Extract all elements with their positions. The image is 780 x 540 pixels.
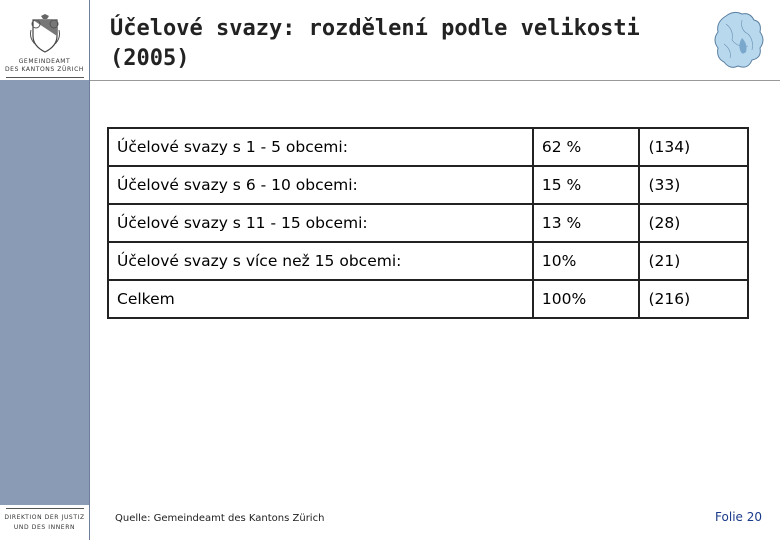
- table-row: [108, 166, 748, 204]
- row-count: (28): [639, 204, 748, 242]
- directorate-line-1: DIREKTION DER JUSTIZ: [4, 514, 85, 521]
- row-percent: 10%: [533, 242, 640, 280]
- sidebar-footer: [0, 505, 89, 540]
- data-table: [107, 127, 749, 319]
- row-percent: 15 %: [533, 166, 640, 204]
- directorate-line-2: UND DES INNERN: [13, 524, 76, 531]
- slide-title-line-1: Účelové svazy: rozdělení podle velikosti: [110, 16, 640, 41]
- sidebar-footer-rule: [6, 508, 84, 509]
- slide-title: [110, 14, 670, 74]
- row-percent: 13 %: [533, 204, 640, 242]
- row-count: (33): [639, 166, 748, 204]
- row-count: (134): [639, 128, 748, 166]
- sidebar: [0, 0, 90, 540]
- table-row: [108, 204, 748, 242]
- table-row: [108, 128, 748, 166]
- sidebar-header: [0, 0, 89, 80]
- title-rule: [90, 80, 780, 81]
- table-row: [108, 280, 748, 318]
- row-percent: 62 %: [533, 128, 640, 166]
- canton-map-icon: [712, 10, 768, 72]
- table-row: [108, 242, 748, 280]
- slide-title-line-2: (2005): [110, 46, 190, 71]
- org-name-line-2: DES KANTONS ZÜRICH: [4, 66, 85, 73]
- row-label: Účelové svazy s 6 - 10 obcemi:: [108, 166, 533, 204]
- row-label: Účelové svazy s 1 - 5 obcemi:: [108, 128, 533, 166]
- org-name-line-1: GEMEINDEAMT: [18, 58, 71, 65]
- zurich-crest-icon: [27, 14, 63, 54]
- row-label: Účelové svazy s 11 - 15 obcemi:: [108, 204, 533, 242]
- row-count: (216): [639, 280, 748, 318]
- row-percent: 100%: [533, 280, 640, 318]
- sidebar-header-rule: [6, 77, 84, 78]
- row-label: Účelové svazy s více než 15 obcemi:: [108, 242, 533, 280]
- slide-number: Folie 20: [715, 510, 762, 524]
- source-note: Quelle: Gemeindeamt des Kantons Zürich: [115, 513, 325, 524]
- row-label: Celkem: [108, 280, 533, 318]
- row-count: (21): [639, 242, 748, 280]
